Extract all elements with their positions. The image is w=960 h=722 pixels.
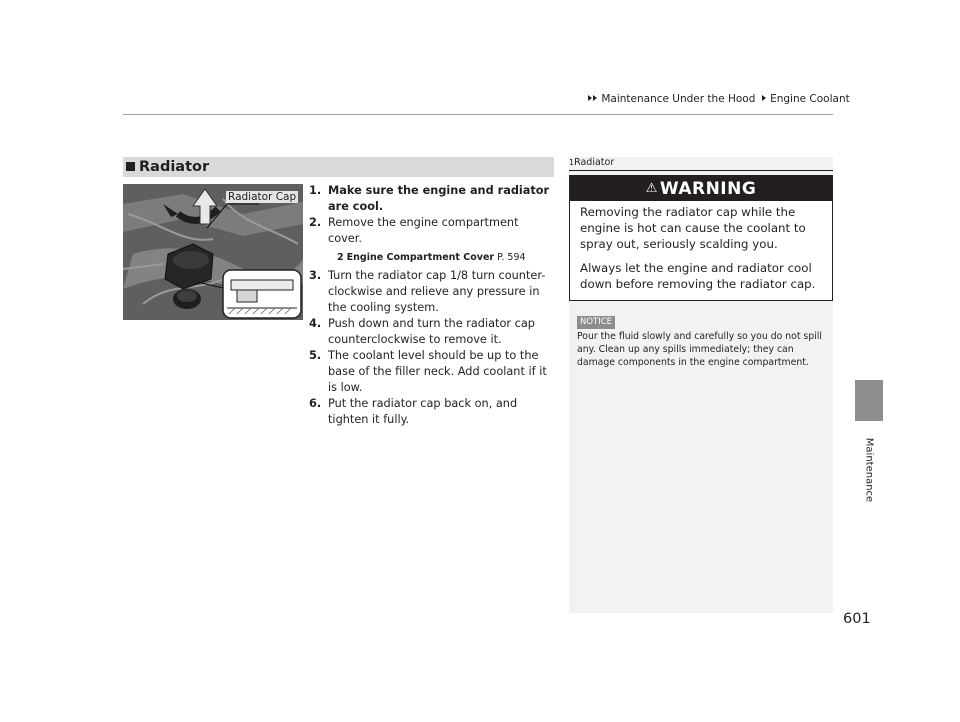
breadcrumb-item-engine-coolant[interactable]: Engine Coolant xyxy=(770,93,850,105)
header-divider xyxy=(123,114,833,115)
step-2: 2. Remove the engine compartment cover. xyxy=(309,216,519,245)
chapter-tab[interactable] xyxy=(855,380,883,421)
notice-text: Pour the fluid slowly and carefully so you do not spill any. Clean up any spills immediately; they can damage components in the engine compartment. xyxy=(577,331,822,368)
section-heading xyxy=(123,157,554,177)
step-3: 3. Turn the radiator cap 1/8 turn counter-clockwise and relieve any pressure in the cooling system. xyxy=(309,269,546,314)
step-1: 1. Make sure the engine and radiator are cool. xyxy=(309,184,550,213)
note-divider xyxy=(569,170,833,171)
breadcrumb xyxy=(588,93,850,105)
cross-reference-link[interactable] xyxy=(309,250,554,266)
radiator-cap-callout: Radiator Cap xyxy=(228,191,297,203)
chapter-tab-label: Maintenance xyxy=(863,437,875,503)
note-title: Radiator xyxy=(574,157,615,168)
reference-arrow-icon: 2 xyxy=(337,252,344,263)
step-5: 5. The coolant level should be up to the base of the filler neck. Add coolant if it is low. xyxy=(309,349,547,394)
radiator-cap-illustration xyxy=(123,184,303,320)
reference-page: P. 594 xyxy=(497,252,526,263)
step-4: 4. Push down and turn the radiator cap counterclockwise to remove it. xyxy=(309,317,535,346)
breadcrumb-arrow-icon xyxy=(588,95,592,101)
breadcrumb-item-maintenance-under-hood[interactable]: Maintenance Under the Hood xyxy=(601,93,756,105)
warning-text-1: Removing the radiator cap while the engine is hot can cause the coolant to spray out, seriously scalding you. xyxy=(580,205,806,251)
reference-title: Engine Compartment Cover xyxy=(346,252,495,263)
section-title: Radiator xyxy=(139,159,210,175)
warning-header xyxy=(570,176,832,201)
note-heading xyxy=(569,157,833,168)
step-6: 6. Put the radiator cap back on, and tighten it fully. xyxy=(309,397,518,426)
warning-triangle-icon: ⚠ xyxy=(645,181,658,196)
breadcrumb-arrow-icon xyxy=(762,95,766,101)
warning-text-2: Always let the engine and radiator cool down before removing the radiator cap. xyxy=(580,261,816,291)
procedure-steps xyxy=(309,183,554,428)
heading-square-icon xyxy=(126,162,135,171)
note-marker-icon: 1 xyxy=(569,158,575,167)
engine-bay-drawing xyxy=(123,184,303,320)
warning-label: WARNING xyxy=(659,179,757,199)
page-number: 601 xyxy=(843,611,871,627)
notice-badge: NOTICE xyxy=(577,316,615,329)
breadcrumb-arrow-icon xyxy=(593,95,597,101)
